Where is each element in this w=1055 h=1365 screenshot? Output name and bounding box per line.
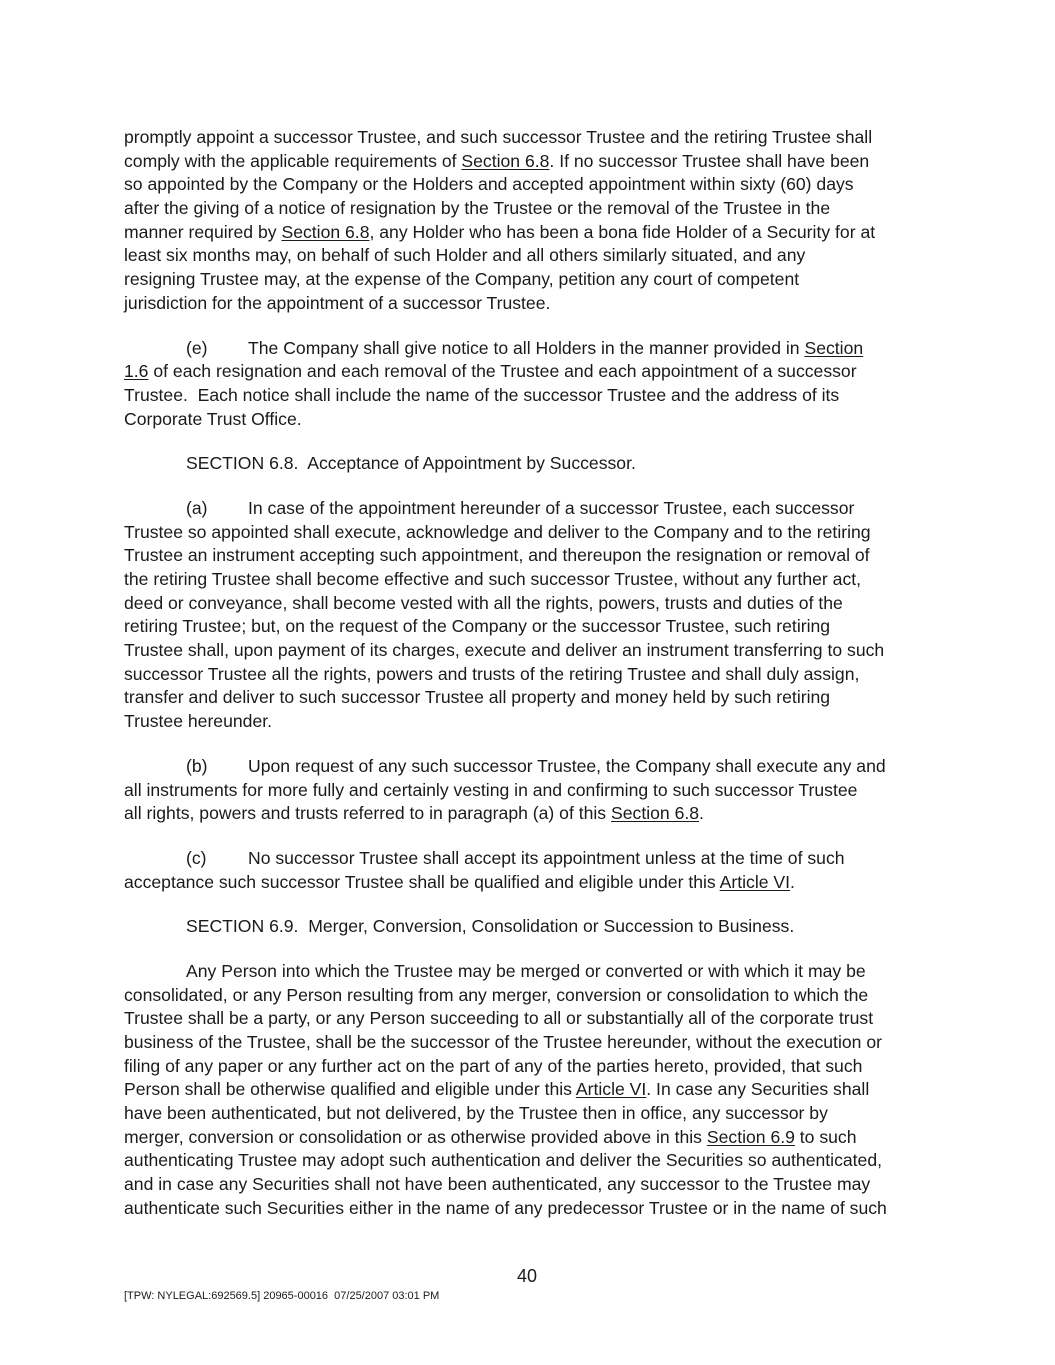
text-segment: successor Trustee all the rights, powers and trusts of the retiring Trustee and shall duly assign,	[124, 663, 860, 684]
text-line	[124, 1078, 944, 1102]
section-heading	[124, 915, 944, 939]
paragraph	[124, 847, 944, 894]
text-segment: Any Person into which the Trustee may be merged or converted or with which it may be	[186, 960, 866, 981]
text-line	[124, 1126, 944, 1150]
text-segment: so appointed by the Company or the Holders and accepted appointment within sixty (60) days	[124, 174, 854, 195]
text-segment: Person shall be otherwise qualified and eligible under this	[124, 1079, 576, 1100]
text-line	[124, 802, 944, 826]
text-segment: Corporate Trust Office.	[124, 408, 302, 429]
text-line	[124, 244, 944, 268]
text-line	[124, 197, 944, 221]
text-line	[124, 292, 944, 316]
text-line	[124, 639, 944, 663]
cross-reference-link[interactable]: Article VI	[575, 1079, 647, 1100]
paragraph	[124, 755, 944, 826]
text-line	[124, 1149, 944, 1173]
text-line	[124, 1031, 944, 1055]
paragraph	[124, 960, 944, 1221]
text-segment: Trustee so appointed shall execute, acknowledge and deliver to the Company and to the retiring	[124, 521, 871, 542]
text-segment: have been authenticated, but not delivered, by the Trustee then in office, any successor by	[124, 1103, 828, 1124]
text-line	[124, 1102, 944, 1126]
text-segment: consolidated, or any Person resulting from any merger, conversion or consolidation to which the	[124, 984, 869, 1005]
text-segment: SECTION 6.9. Merger, Conversion, Consolidation or Succession to Business.	[186, 916, 795, 937]
text-segment: of each resignation and each removal of the Trustee and each appointment of a successor	[148, 361, 857, 382]
text-segment: Trustee. Each notice shall include the name of the successor Trustee and the address of its	[124, 384, 840, 405]
text-line	[124, 221, 944, 245]
text-segment: resigning Trustee may, at the expense of the Company, petition any court of competent	[124, 269, 800, 290]
text-segment: deed or conveyance, shall become vested with all the rights, powers, trusts and duties of the	[124, 592, 843, 613]
cross-reference-link[interactable]: Section 6.8	[281, 221, 370, 242]
text-line	[124, 592, 944, 616]
text-line	[124, 1055, 944, 1079]
text-line	[124, 337, 944, 361]
text-segment: jurisdiction for the appointment of a successor Trustee.	[124, 292, 551, 313]
text-line	[124, 150, 944, 174]
text-segment: .	[790, 871, 795, 892]
text-line	[124, 384, 944, 408]
text-segment: least six months may, on behalf of such Holder and all others similarly situated, and any	[124, 245, 806, 266]
text-segment: Trustee shall, upon payment of its charges, execute and deliver an instrument transferring to such	[124, 640, 885, 661]
text-segment: , any Holder who has been a bona fide Holder of a Security for at	[369, 221, 876, 242]
text-segment: merger, conversion or consolidation or as otherwise provided above in this	[124, 1126, 707, 1147]
text-line	[124, 1197, 944, 1221]
text-line	[124, 847, 944, 871]
text-segment: promptly appoint a successor Trustee, and such successor Trustee and the retiring Trustee shall	[124, 127, 873, 147]
page-number: 40	[517, 1266, 538, 1286]
text-line	[124, 521, 944, 545]
text-segment: . If no successor Trustee shall have been	[549, 150, 870, 171]
text-segment: the retiring Trustee shall become effective and such successor Trustee, without any further act,	[124, 569, 862, 589]
text-line	[124, 360, 944, 384]
text-line	[124, 871, 944, 895]
text-segment: SECTION 6.8. Acceptance of Appointment by Successor.	[186, 453, 636, 474]
text-segment: acceptance such successor Trustee shall be qualified and eligible under this	[124, 871, 720, 892]
text-line	[124, 1007, 944, 1031]
text-line	[124, 497, 944, 521]
text-segment: all rights, powers and trusts referred to in paragraph (a) of this	[124, 803, 611, 824]
text-segment: to such	[794, 1126, 857, 1147]
text-line	[124, 544, 944, 568]
text-segment: Trustee shall be a party, or any Person succeeding to all or substantially all of the corporate trust	[124, 1008, 874, 1029]
text-line	[124, 984, 944, 1008]
document-footer: [TPW: NYLEGAL:692569.5] 20965-00016 07/25/2007 03:01 PM	[124, 1290, 440, 1302]
text-segment: In case of the appointment hereunder of a successor Trustee, each successor	[248, 497, 855, 518]
text-segment: Trustee an instrument accepting such appointment, and thereupon the resignation or removal of	[124, 545, 870, 566]
text-segment: retiring Trustee; but, on the request of the Company or the successor Trustee, such retiring	[124, 616, 831, 637]
text-line	[124, 173, 944, 197]
paragraph	[124, 497, 944, 734]
text-segment: business of the Trustee, shall be the successor of the Trustee hereunder, without the execution or	[124, 1032, 882, 1052]
cross-reference-link[interactable]: Section 6.8	[611, 803, 700, 824]
text-segment: authenticating Trustee may adopt such authentication and deliver the Securities so authenticated,	[124, 1150, 882, 1171]
text-segment: comply with the applicable requirements of	[124, 150, 462, 171]
paragraph-label: (c)	[186, 847, 207, 868]
section-heading	[124, 452, 944, 476]
text-segment: Upon request of any such successor Trustee, the Company shall execute any and	[248, 755, 886, 776]
text-line	[124, 710, 944, 734]
text-segment: . In case any Securities shall	[646, 1079, 870, 1100]
text-line	[124, 268, 944, 292]
cross-reference-link[interactable]: 1.6	[124, 361, 149, 382]
cross-reference-link[interactable]: Section 6.9	[706, 1126, 795, 1147]
text-line	[124, 452, 944, 476]
paragraph	[124, 126, 944, 316]
text-line	[124, 755, 944, 779]
text-segment: after the giving of a notice of resignation by the Trustee or the removal of the Trustee in the	[124, 198, 831, 219]
text-line	[124, 126, 944, 150]
text-segment: authenticate such Securities either in the name of any predecessor Trustee or in the name of such	[124, 1197, 887, 1218]
text-line	[124, 568, 944, 592]
text-line	[124, 615, 944, 639]
cross-reference-link[interactable]: Section 6.8	[461, 150, 550, 171]
cross-reference-link[interactable]: Article VI	[719, 871, 791, 892]
text-line	[124, 686, 944, 710]
text-line	[124, 663, 944, 687]
text-segment: Trustee hereunder.	[124, 711, 273, 732]
text-segment: and in case any Securities shall not have been authenticated, any successor to the Trustee may	[124, 1174, 871, 1195]
text-segment: .	[699, 803, 704, 824]
text-segment: filing of any paper or any further act on the part of any of the parties hereto, provided, that such	[124, 1055, 863, 1076]
text-line	[124, 408, 944, 432]
text-segment: transfer and deliver to such successor Trustee all property and money held by such retiring	[124, 687, 831, 708]
paragraph	[124, 337, 944, 432]
text-line	[124, 915, 944, 939]
document-body	[124, 126, 944, 1242]
cross-reference-link[interactable]: Section	[804, 337, 864, 358]
text-line	[124, 960, 944, 984]
text-line	[124, 1173, 944, 1197]
text-segment: The Company shall give notice to all Holders in the manner provided in	[248, 337, 805, 358]
text-segment: manner required by	[124, 221, 282, 242]
text-segment: all instruments for more fully and certainly vesting in and confirming to such successor Trustee	[124, 779, 858, 800]
paragraph-label: (b)	[186, 755, 208, 776]
paragraph-label: (a)	[186, 497, 208, 518]
text-line	[124, 779, 944, 803]
paragraph-label: (e)	[186, 337, 208, 358]
text-segment: No successor Trustee shall accept its appointment unless at the time of such	[248, 847, 845, 868]
